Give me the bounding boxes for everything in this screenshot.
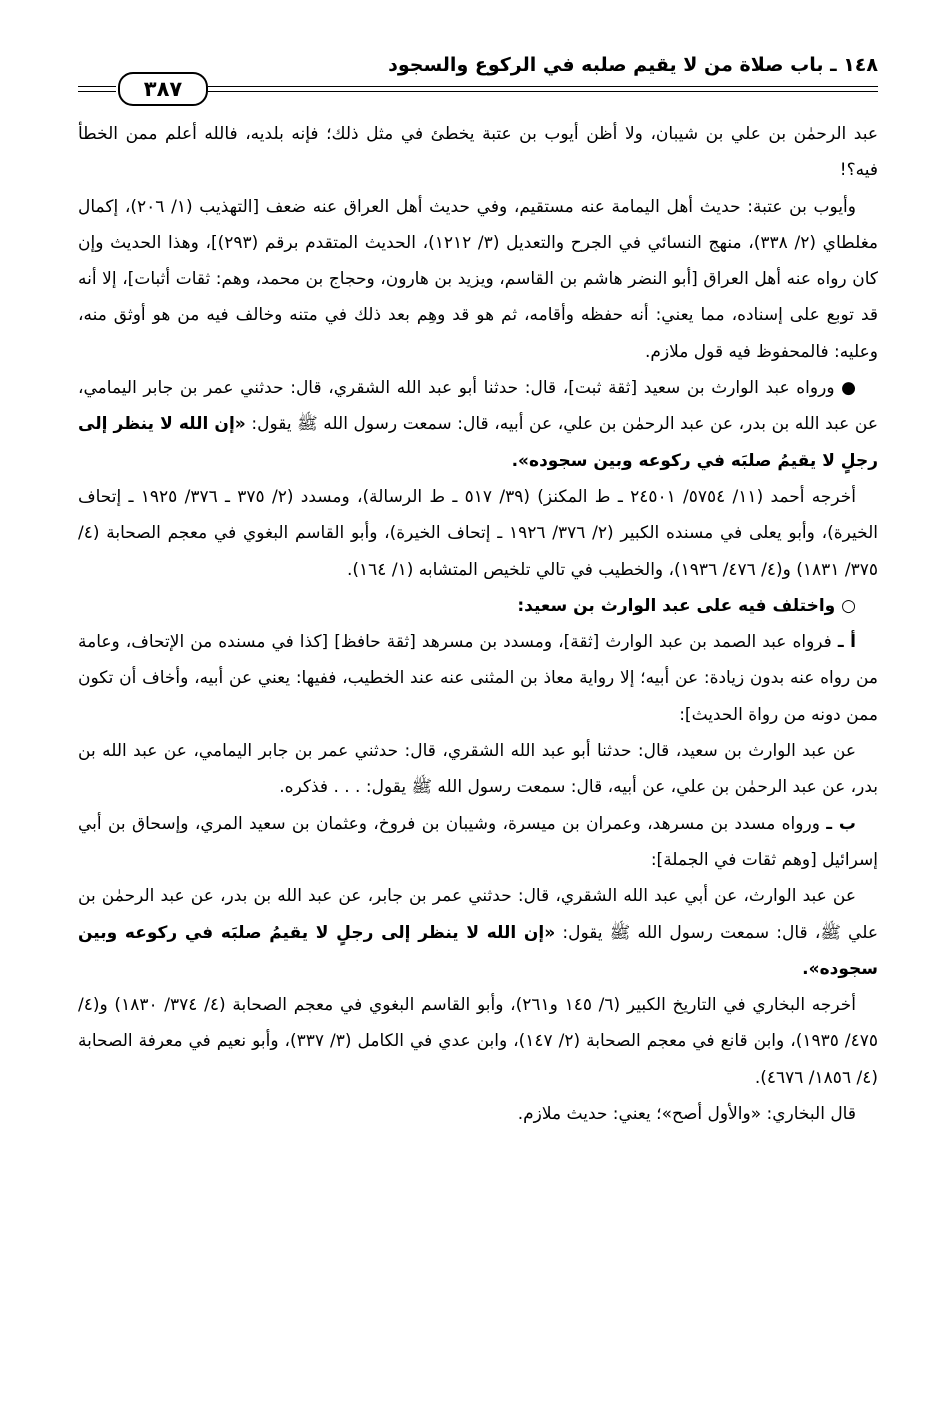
paragraph: قال البخاري: «والأول أصح»؛ يعني: حديث ملازم. <box>517 1104 856 1125</box>
paragraph <box>78 370 878 479</box>
header-rule <box>208 91 878 92</box>
paragraph-lead: ● ورواه عبد الوارث بن سعيد [ثقة ثبت]، قال: حدثنا أبو عبد الله الشقري، قال: حدثني عمر بن جابر اليمامي، عن عبد الله بن بدر، عن عبد الرحمٰن بن علي، عن أبيه، قال: سمعت رسول الله ﷺ يقول: <box>78 378 878 435</box>
paragraph <box>78 878 878 987</box>
paragraph <box>78 806 878 879</box>
page-number: ٣٨٧ <box>118 72 208 106</box>
header-rule <box>78 91 116 92</box>
hadith-text: «إن الله لا ينظر إلى رجلٍ لا يقيمُ صلبَه في ركوعه وبين سجوده». <box>78 414 878 471</box>
paragraph: أخرجه البخاري في التاريخ الكبير (٦/ ١٤٥ و٢٦١)، وأبو القاسم البغوي في معجم الصحابة (٤/ ٣٧٤/ ١٨٣٠) و(٤/ ٤٧٥/ ١٩٣٥)، وابن قانع في معجم الصحابة (٢/ ١٤٧)، وابن عدي في الكامل (٣/ ٣٣٧)، وأبو نعيم في معرفة الصحابة (٤/ ١٨٥٦/ ٤٦٧٦). <box>78 995 878 1088</box>
item-marker: ب ـ <box>826 813 857 834</box>
paragraph: عبد الرحمٰن بن علي بن شيبان، ولا أظن أيوب بن عتبة يخطئ في مثل ذلك؛ فإنه بلديه، فالله أعلم ممن الخطأ فيه؟! <box>78 124 878 181</box>
item-marker: أ ـ <box>837 632 856 653</box>
paragraph-text: ورواه مسدد بن مسرهد، وعمران بن ميسرة، وشيبان بن فروخ، وعثمان بن سعيد المري، وإسحاق بن أبي إسرائيل [وهم ثقات في الجملة]: <box>78 813 878 870</box>
page-header <box>78 54 878 102</box>
paragraph: عن عبد الوارث بن سعيد، قال: حدثنا أبو عبد الله الشقري، قال: حدثني عمر بن جابر اليمامي، عن عبد الله بن بدر، عن عبد الرحمٰن بن علي، عن أبيه، قال: سمعت رسول الله ﷺ يقول: . . . فذكره. <box>78 741 878 798</box>
chapter-title: ١٤٨ ـ باب صلاة من لا يقيم صلبه في الركوع والسجود <box>388 54 878 76</box>
paragraph: وأيوب بن عتبة: حديث أهل اليمامة عنه مستقيم، وفي حديث أهل العراق عنه ضعف [التهذيب (١/ ٢٠٦)، إكمال مغلطاي (٢/ ٣٣٨)، منهج النسائي في الجرح والتعديل (٣/ ١٢١٢)، الحديث المتقدم برقم (٢٩٣)]، وهذا الحديث وإن كان رواه عنه أهل العراق [أبو النضر هاشم بن القاسم، ويزيد بن هارون، وحجاج بن محمد، وهم: ثقات أثبات]، إلا أنه قد توبع على إسناده، مما يعني: أنه حفظه وأقامه، ثم هو قد وهِم بعد ذلك في متنه وخالف فيه من هو أوثق منه، وعليه: فالمحفوظ فيه قول ملازم. <box>78 196 879 362</box>
section-heading: ○ واختلف فيه على عبد الوارث بن سعيد: <box>517 595 856 616</box>
paragraph-text: فرواه عبد الصمد بن عبد الوارث [ثقة]، ومسدد بن مسرهد [ثقة حافظ] [كذا في مسنده من الإتحاف، وعامة من رواه عنه بدون زيادة: عن أبيه؛ إلا رواية معاذ بن المثنى عنه عند الخطيب، ففيها: يعني عن أبيه، وأخاف أن تكون ممن دونه من رواة الحديث]: <box>78 632 878 725</box>
paragraph-lead: عن عبد الوارث، عن أبي عبد الله الشقري، قال: حدثني عمر بن جابر، عن عبد الله بن بدر، عن عبد الرحمٰن بن علي ﷺ، قال: سمعت رسول الله ﷺ يقول: <box>78 886 878 943</box>
paragraph: أخرجه أحمد (١١/ ٥٧٥٤/ ٢٤٥٠١ ـ ط المكنز) (٣٩/ ٥١٧ ـ ط الرسالة)، ومسدد (٢/ ٣٧٥ ـ ٣٧٦/ ١٩٢٥ ـ إتحاف الخيرة)، وأبو يعلى في مسنده الكبير (٢/ ٣٧٦/ ١٩٢٦ ـ إتحاف الخيرة)، وأبو القاسم البغوي في معجم الصحابة (٤/ ٣٧٥/ ١٨٣١) و(٤/ ٤٧٦/ ١٩٣٦)، والخطيب في تالي تلخيص المتشابه (١/ ١٦٤). <box>78 486 879 580</box>
page-body <box>78 116 878 1132</box>
header-rule <box>78 86 116 87</box>
hadith-text: «إن الله لا ينظر إلى رجلٍ لا يقيمُ صلبَه في ركوعه وبين سجوده». <box>78 922 878 979</box>
header-rule <box>208 86 878 87</box>
paragraph <box>78 624 878 733</box>
page <box>78 54 878 1389</box>
